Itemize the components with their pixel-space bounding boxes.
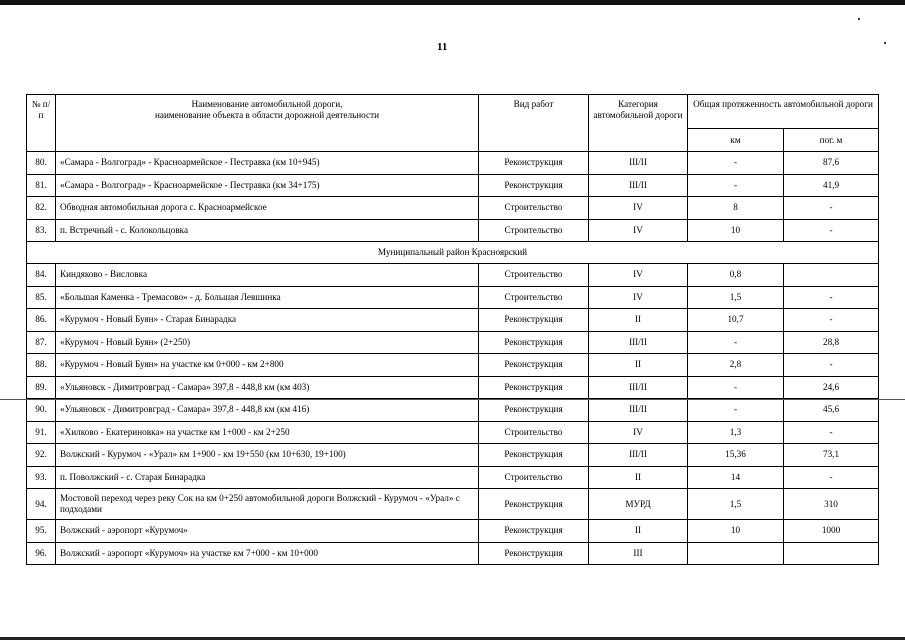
row-number: 94. (27, 489, 56, 520)
road-name: Волжский - Курумоч - «Урал» км 1+900 - км 19+550 (км 10+630, 19+100) (56, 444, 479, 467)
length-km: - (688, 399, 784, 422)
table-body-b (27, 264, 879, 565)
length-m: - (784, 466, 879, 489)
road-category: III/II (589, 174, 688, 197)
length-km: 2,8 (688, 354, 784, 377)
section-title: Муниципальный район Красноярский (27, 242, 879, 264)
section-row (27, 242, 879, 264)
row-number: 87. (27, 331, 56, 354)
road-category: IV (589, 421, 688, 444)
road-name: «Самара - Волгоград» - Красноармейское - Пестравка (км 34+175) (56, 174, 479, 197)
length-km: 10 (688, 219, 784, 242)
work-type: Реконструкция (479, 309, 589, 332)
length-m: 1000 (784, 520, 879, 543)
road-category: III/II (589, 444, 688, 467)
row-number: 86. (27, 309, 56, 332)
length-m: 28,8 (784, 331, 879, 354)
table-row (27, 466, 879, 489)
table-row (27, 489, 879, 520)
work-type: Строительство (479, 264, 589, 287)
length-km: - (688, 376, 784, 399)
row-number: 88. (27, 354, 56, 377)
row-number: 91. (27, 421, 56, 444)
table-row (27, 399, 879, 422)
row-number: 82. (27, 197, 56, 220)
table-body-a (27, 152, 879, 242)
road-name: Волжский - аэропорт «Курумоч» на участке км 7+000 - км 10+000 (56, 542, 479, 565)
work-type: Реконструкция (479, 444, 589, 467)
road-category: IV (589, 219, 688, 242)
work-type: Строительство (479, 286, 589, 309)
table-row (27, 421, 879, 444)
road-name: «Курумоч - Новый Буян» - Старая Бинарадка (56, 309, 479, 332)
row-number: 93. (27, 466, 56, 489)
row-number: 95. (27, 520, 56, 543)
road-name: Киндяково - Висловка (56, 264, 479, 287)
table-row (27, 152, 879, 175)
work-type: Строительство (479, 219, 589, 242)
header-length: Общая протяженность автомобильной дороги (688, 95, 879, 129)
table-row (27, 376, 879, 399)
length-m: 87,6 (784, 152, 879, 175)
section-body (27, 242, 879, 264)
road-name: Мостовой переход через реку Сок на км 0+250 автомобильной дороги Волжский - Курумоч - «Урал» с подходами (56, 489, 479, 520)
road-name: «Курумоч - Новый Буян» на участке км 0+000 - км 2+800 (56, 354, 479, 377)
header-name-line1: Наименование автомобильной дороги, (191, 99, 343, 109)
road-category: II (589, 466, 688, 489)
table-row (27, 444, 879, 467)
header-pog-m: пог. м (784, 129, 879, 152)
work-type: Реконструкция (479, 489, 589, 520)
header-num: № п/п (27, 95, 56, 152)
length-m: - (784, 286, 879, 309)
row-number: 89. (27, 376, 56, 399)
length-km: 10 (688, 520, 784, 543)
table-row (27, 286, 879, 309)
row-number: 81. (27, 174, 56, 197)
page-number: 11 (437, 41, 448, 53)
length-m: - (784, 354, 879, 377)
road-category: II (589, 354, 688, 377)
row-number: 92. (27, 444, 56, 467)
length-m: 73,1 (784, 444, 879, 467)
work-type: Реконструкция (479, 376, 589, 399)
row-number: 96. (27, 542, 56, 565)
length-km: - (688, 174, 784, 197)
length-m: 41,9 (784, 174, 879, 197)
work-type: Строительство (479, 466, 589, 489)
header-name-line2: наименование объекта в области дорожной деятельности (154, 109, 380, 120)
length-m: - (784, 309, 879, 332)
table-row (27, 309, 879, 332)
scan-speck (858, 18, 860, 20)
road-category: II (589, 520, 688, 543)
length-m: 310 (784, 489, 879, 520)
road-name: «Самара - Волгоград» - Красноармейское - Пестравка (км 10+945) (56, 152, 479, 175)
table-row (27, 174, 879, 197)
length-km: 10,7 (688, 309, 784, 332)
work-type: Реконструкция (479, 174, 589, 197)
length-m: - (784, 197, 879, 220)
road-category: III/II (589, 399, 688, 422)
road-name: Волжский - аэропорт «Курумоч» (56, 520, 479, 543)
length-km: - (688, 152, 784, 175)
row-number: 80. (27, 152, 56, 175)
work-type: Реконструкция (479, 354, 589, 377)
table-row (27, 542, 879, 565)
road-name: «Большая Каменка - Тремасово» - д. Большая Левшинка (56, 286, 479, 309)
work-type: Строительство (479, 197, 589, 220)
road-category: МУРД (589, 489, 688, 520)
length-m: 45,6 (784, 399, 879, 422)
length-km (688, 542, 784, 565)
road-category: IV (589, 286, 688, 309)
length-km: 15,36 (688, 444, 784, 467)
row-number: 90. (27, 399, 56, 422)
table-row (27, 354, 879, 377)
road-category: II (589, 309, 688, 332)
work-type: Реконструкция (479, 152, 589, 175)
scan-speck (884, 42, 886, 44)
length-m (784, 264, 879, 287)
table-row (27, 219, 879, 242)
table-row (27, 331, 879, 354)
road-name: п. Встречный - с. Колокольцовка (56, 219, 479, 242)
work-type: Реконструкция (479, 520, 589, 543)
length-m: - (784, 421, 879, 444)
work-type: Строительство (479, 421, 589, 444)
row-number: 85. (27, 286, 56, 309)
header-category: Категория автомобильной дороги (589, 95, 688, 152)
header-work: Вид работ (479, 95, 589, 152)
length-m: 24,6 (784, 376, 879, 399)
road-name: Обводная автомобильная дорога с. Красноармейское (56, 197, 479, 220)
work-type: Реконструкция (479, 399, 589, 422)
road-name: «Ульяновск - Димитровград - Самара» 397,8 - 448,8 км (км 416) (56, 399, 479, 422)
length-km: 1,5 (688, 286, 784, 309)
road-category: III/II (589, 376, 688, 399)
road-name: «Ульяновск - Димитровград - Самара» 397,8 - 448,8 км (км 403) (56, 376, 479, 399)
length-m (784, 542, 879, 565)
road-name: «Курумоч - Новый Буян» (2+250) (56, 331, 479, 354)
table-row (27, 197, 879, 220)
road-category: III/II (589, 331, 688, 354)
row-number: 83. (27, 219, 56, 242)
length-km: 14 (688, 466, 784, 489)
length-km: 1,5 (688, 489, 784, 520)
length-km: - (688, 331, 784, 354)
length-km: 1,3 (688, 421, 784, 444)
header-row (27, 95, 879, 129)
road-category: III (589, 542, 688, 565)
header-name (56, 95, 479, 152)
length-m: - (784, 219, 879, 242)
table-row (27, 520, 879, 543)
table-row (27, 264, 879, 287)
length-km: 0,8 (688, 264, 784, 287)
header-km: км (688, 129, 784, 152)
road-category: IV (589, 197, 688, 220)
road-name: «Хилково - Екатериновка» на участке км 1+000 - км 2+250 (56, 421, 479, 444)
road-category: IV (589, 264, 688, 287)
length-km: 8 (688, 197, 784, 220)
work-type: Реконструкция (479, 542, 589, 565)
work-type: Реконструкция (479, 331, 589, 354)
row-number: 84. (27, 264, 56, 287)
scan-line-artifact (0, 399, 905, 400)
road-name: п. Поволжский - с. Старая Бинарадка (56, 466, 479, 489)
road-category: III/II (589, 152, 688, 175)
scan-top-edge (0, 0, 905, 5)
roads-table (26, 94, 879, 565)
